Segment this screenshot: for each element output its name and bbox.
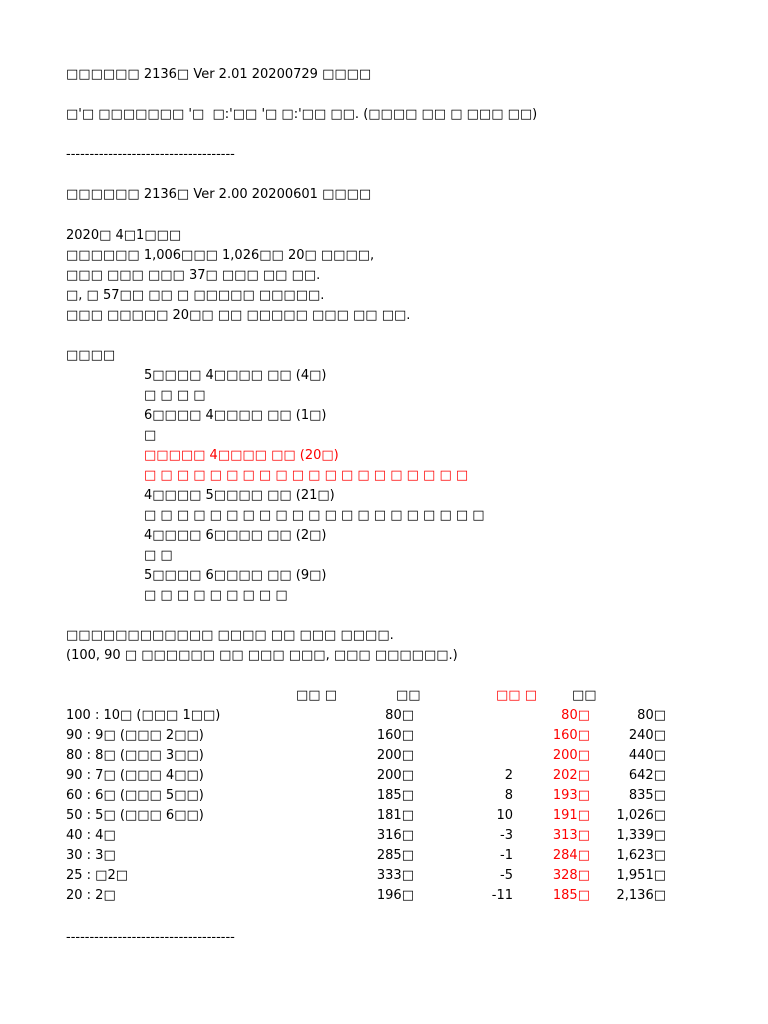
row-label: 25 : □2□ xyxy=(66,868,129,883)
row-adjusted: 328□ xyxy=(552,868,590,883)
row-label: 40 : 4□ xyxy=(66,828,116,843)
row-value: 80□ xyxy=(385,708,414,723)
row-label: 90 : 7□ (□□□ 4□□) xyxy=(66,768,204,783)
change-item-detail: □ □ □ □ xyxy=(144,388,206,403)
row-label: 30 : 3□ xyxy=(66,848,116,863)
description-line: □, □ 57□□ □□ □ □□□□□ □□□□□. xyxy=(66,288,325,303)
row-adjusted: 284□ xyxy=(552,848,590,863)
row-label: 100 : 10□ (□□□ 1□□) xyxy=(66,708,221,723)
row-adjust: 8 xyxy=(504,788,513,803)
change-item: 5□□□□ 4□□□□ □□ (4□) xyxy=(144,368,327,383)
row-adjust: -3 xyxy=(500,828,513,843)
date-line: 2020□ 4□1□□□ xyxy=(66,228,182,243)
v200-title: □□□□□□ 2136□ Ver 2.00 20200601 □□□□ xyxy=(66,187,372,202)
table-header: □□ xyxy=(572,688,597,703)
row-label: 90 : 9□ (□□□ 2□□) xyxy=(66,728,204,743)
row-adjust xyxy=(453,746,513,766)
row-cumulative: 1,951□ xyxy=(616,868,666,883)
row-cumulative: 835□ xyxy=(628,788,666,803)
row-adjust: 10 xyxy=(496,808,513,823)
description-line: □□□ □□□ □□□ 37□ □□□ □□ □□. xyxy=(66,268,321,283)
row-adjust: -5 xyxy=(500,868,513,883)
row-cumulative: 642□ xyxy=(628,768,666,783)
row-value: 200□ xyxy=(376,748,414,763)
row-adjusted: 200□ xyxy=(552,748,590,763)
table-header-highlight: □□ □ xyxy=(496,688,537,703)
change-item: 4□□□□ 6□□□□ □□ (2□) xyxy=(144,528,327,543)
row-adjusted: 191□ xyxy=(552,808,590,823)
row-label: 80 : 8□ (□□□ 3□□) xyxy=(66,748,204,763)
change-item-detail: □ xyxy=(144,428,157,443)
table-header: □□ xyxy=(396,688,421,703)
row-value: 200□ xyxy=(376,768,414,783)
row-adjust: -1 xyxy=(500,848,513,863)
change-item-detail: □ □ xyxy=(144,548,173,563)
row-adjust xyxy=(453,726,513,746)
row-cumulative: 1,339□ xyxy=(616,828,666,843)
change-item-detail: □ □ □ □ □ □ □ □ □ xyxy=(144,588,288,603)
row-adjusted: 80□ xyxy=(561,708,590,723)
row-cumulative: 240□ xyxy=(628,728,666,743)
v201-note: □'□ □□□□□□□ '□ □:'□□ '□ □:'□□ □□. (□□□□ □□ □ □□□ □□) xyxy=(66,107,538,122)
table-header: □□ □ xyxy=(296,688,337,703)
separator-line: ------------------------------------ xyxy=(66,147,235,162)
row-adjusted: 160□ xyxy=(552,728,590,743)
row-adjust: -11 xyxy=(491,888,513,903)
row-adjusted: 202□ xyxy=(552,768,590,783)
change-item-highlight: □□□□□ 4□□□□ □□ (20□) xyxy=(144,448,339,463)
row-cumulative: 1,623□ xyxy=(616,848,666,863)
change-item: 5□□□□ 6□□□□ □□ (9□) xyxy=(144,568,327,583)
row-value: 160□ xyxy=(376,728,414,743)
change-item: 4□□□□ 5□□□□ □□ (21□) xyxy=(144,488,335,503)
section-label: □□□□ xyxy=(66,348,116,363)
row-adjust xyxy=(453,706,513,726)
summary-note: (100, 90 □ □□□□□□ □□ □□□ □□□, □□□ □□□□□□.) xyxy=(66,648,458,663)
row-adjusted: 313□ xyxy=(552,828,590,843)
row-label: 50 : 5□ (□□□ 6□□) xyxy=(66,808,204,823)
row-value: 316□ xyxy=(376,828,414,843)
row-label: 60 : 6□ (□□□ 5□□) xyxy=(66,788,204,803)
change-item: 6□□□□ 4□□□□ □□ (1□) xyxy=(144,408,327,423)
row-value: 333□ xyxy=(376,868,414,883)
change-item-detail-highlight: □ □ □ □ □ □ □ □ □ □ □ □ □ □ □ □ □ □ □ □ xyxy=(144,468,469,483)
row-adjusted: 185□ xyxy=(552,888,590,903)
row-value: 285□ xyxy=(376,848,414,863)
description-line: □□□ □□□□□ 20□□ □□ □□□□□ □□□ □□ □□. xyxy=(66,308,411,323)
v201-title: □□□□□□ 2136□ Ver 2.01 20200729 □□□□ xyxy=(66,67,372,82)
change-item-detail: □ □ □ □ □ □ □ □ □ □ □ □ □ □ □ □ □ □ □ □ □ xyxy=(144,508,485,523)
row-cumulative: 2,136□ xyxy=(616,888,666,903)
row-cumulative: 440□ xyxy=(628,748,666,763)
description-line: □□□□□□ 1,006□□□ 1,026□□ 20□ □□□□, xyxy=(66,248,375,263)
separator-line: ------------------------------------ xyxy=(66,930,235,945)
row-cumulative: 1,026□ xyxy=(616,808,666,823)
summary-line: □□□□□□□□□□□□ □□□□ □□ □□□ □□□□. xyxy=(66,628,394,643)
row-value: 185□ xyxy=(376,788,414,803)
row-value: 181□ xyxy=(376,808,414,823)
row-label: 20 : 2□ xyxy=(66,888,116,903)
row-cumulative: 80□ xyxy=(637,708,666,723)
row-value: 196□ xyxy=(376,888,414,903)
row-adjust: 2 xyxy=(504,768,513,783)
row-adjusted: 193□ xyxy=(552,788,590,803)
